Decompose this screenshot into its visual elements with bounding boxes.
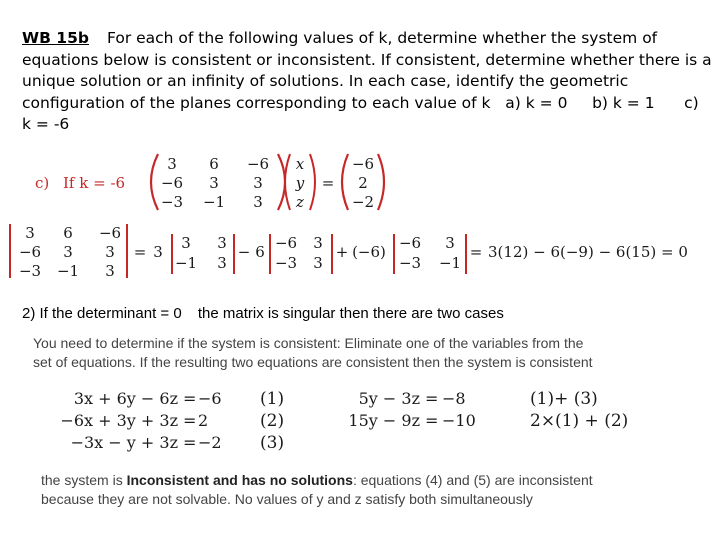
minor3-cell: −3 [398, 254, 422, 272]
reduced-rhs: −10 [442, 411, 476, 430]
equation-lhs: −6x + 3y + 3z [60, 411, 178, 430]
conclusion-emphasis: Inconsistent and has no solutions [126, 472, 353, 488]
rhs-right-paren [378, 154, 384, 210]
c-matrix-cell: −6 [160, 174, 184, 192]
matrix-left-paren [151, 154, 158, 210]
equation-rhs: −6 [198, 389, 222, 408]
equals-sign: = [321, 174, 335, 192]
minor1-cell: −1 [174, 254, 198, 272]
reduction-operation: 2×(1) + (2) [530, 411, 629, 431]
det-cell: −6 [18, 243, 42, 261]
c-matrix-cell: 6 [209, 155, 219, 173]
case-c-matrix-equation [0, 148, 420, 218]
c-matrix-cell: 3 [209, 174, 219, 192]
case-c-label: c) [35, 174, 50, 192]
equation-rhs: 2 [198, 411, 209, 430]
coefficient-3: (−6) [352, 243, 386, 261]
reduction-operation: (1)+ (3) [530, 389, 598, 409]
worksheet-label: WB 15b [22, 29, 89, 47]
reduced-lhs: 5y − 3z [358, 389, 420, 408]
part-c: c) k = -6 [22, 93, 699, 133]
minor2-cell: 3 [313, 254, 323, 272]
equation-lhs: −3x − y + 3z [70, 433, 178, 452]
minor1-cell: 3 [217, 234, 227, 252]
instructions-line-1: You need to determine if the system is consistent: Eliminate one of the variables from the [33, 335, 584, 351]
det-cell: 3 [105, 262, 115, 280]
reduced-rhs: −8 [442, 389, 466, 408]
conclusion-line-1 [41, 471, 593, 490]
var-x: x [295, 155, 305, 173]
det-cell: −6 [98, 224, 122, 242]
c-matrix-cell: 3 [253, 174, 263, 192]
problem-text: For each of the following values of k, determine whether the system of equations below is consistent or inconsistent. If consistent, determine whether there is a unique solution or an infinity of solutions. In each case, identify the geometric configuration of the planes corresponding to each value of k [22, 29, 712, 112]
equals-sign: = [133, 243, 147, 261]
var-z: z [296, 193, 304, 211]
part-b: b) k = 1 [592, 93, 655, 112]
equals-sign: = [183, 433, 197, 452]
equals-sign: = [469, 243, 483, 261]
minor3-cell: −6 [398, 234, 422, 252]
reduced-lhs: 15y − 9z [348, 411, 420, 430]
minor1-cell: 3 [217, 254, 227, 272]
conclusion [41, 471, 593, 509]
case-number: 2) [22, 305, 36, 322]
c-matrix-cell: −1 [202, 193, 226, 211]
part-a: a) k = 0 [505, 93, 568, 112]
determinant-result: 3(12) − 6(−9) − 6(15) = 0 [488, 243, 688, 261]
conclusion-suffix: : equations (4) and (5) are inconsistent [352, 472, 593, 488]
instructions-line-2: set of equations. If the resulting two equations are consistent then the system is consistent [33, 354, 593, 370]
determinant-expansion [0, 218, 720, 284]
equals-sign: = [183, 411, 197, 430]
instructions [33, 334, 593, 372]
minor2-cell: −6 [274, 234, 298, 252]
rhs-left-paren [342, 154, 348, 210]
determinant-zero-statement [22, 305, 504, 322]
problem-statement [22, 28, 712, 136]
minor1-cell: 3 [181, 234, 191, 252]
det-cell: 6 [63, 224, 73, 242]
conclusion-prefix: the system is [41, 472, 127, 488]
c-matrix-cell: 3 [167, 155, 177, 173]
coefficient-1: 3 [153, 243, 163, 261]
conclusion-line-2: because they are not solvable. No values of y and z satisfy both simultaneously [41, 491, 533, 507]
det-cell: −3 [18, 262, 42, 280]
det-cell: −1 [56, 262, 80, 280]
vars-left-paren [285, 154, 290, 210]
rhs-value: −6 [351, 155, 375, 173]
det-cell: 3 [63, 243, 73, 261]
equation-rhs: −2 [198, 433, 222, 452]
rhs-value: −2 [351, 193, 375, 211]
minor2-cell: −3 [274, 254, 298, 272]
minor2-cell: 3 [313, 234, 323, 252]
c-matrix-cell: −6 [246, 155, 270, 173]
equals-sign: = [183, 389, 197, 408]
case-c-condition: If k = -6 [63, 174, 126, 192]
equation-label: (3) [260, 433, 285, 453]
minus-sign: − [237, 243, 251, 261]
equals-sign: = [425, 411, 439, 430]
equation-lhs: 3x + 6y − 6z [73, 389, 178, 408]
equation-label: (2) [260, 411, 285, 431]
var-y: y [295, 174, 305, 192]
case-condition: If the determinant = 0 [39, 305, 182, 322]
plus-sign: + [335, 243, 349, 261]
case-consequence: the matrix is singular then there are two cases [197, 305, 504, 322]
equation-label: (1) [260, 389, 285, 409]
c-matrix-cell: 3 [253, 193, 263, 211]
det-cell: 3 [105, 243, 115, 261]
det-cell: 3 [25, 224, 35, 242]
equation-system [0, 384, 720, 456]
rhs-value: 2 [358, 174, 368, 192]
minor3-cell: 3 [445, 234, 455, 252]
equals-sign: = [425, 389, 439, 408]
minor3-cell: −1 [438, 254, 462, 272]
coefficient-2: 6 [255, 243, 265, 261]
vars-right-paren [310, 154, 315, 210]
c-matrix-cell: −3 [160, 193, 184, 211]
matrix-right-paren [278, 154, 285, 210]
